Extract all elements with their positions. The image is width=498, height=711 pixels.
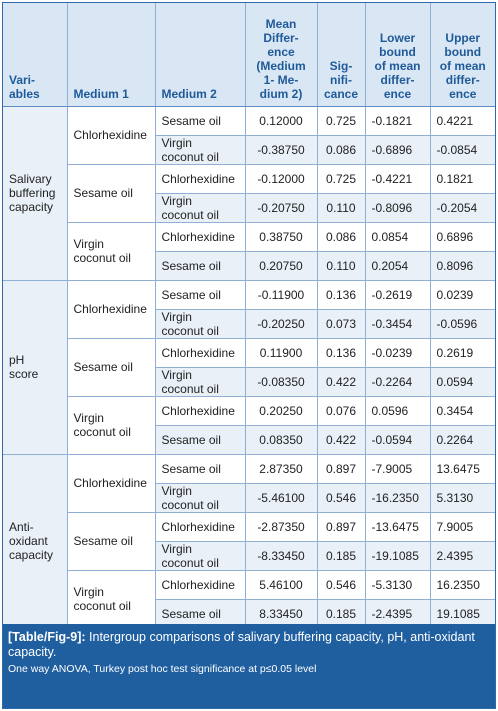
mean-difference-cell: 2.87350: [245, 454, 317, 483]
upper-bound-cell: 0.0239: [430, 280, 495, 309]
mean-difference-cell: -0.38750: [245, 135, 317, 164]
header-mean-difference: Mean Differ- ence (Medium 1- Me- dium 2): [245, 3, 317, 106]
mean-difference-cell: 0.20750: [245, 251, 317, 280]
mean-difference-cell: -8.33450: [245, 541, 317, 570]
significance-cell: 0.136: [317, 338, 365, 367]
significance-cell: 0.076: [317, 396, 365, 425]
lower-bound-cell: -0.2619: [365, 280, 430, 309]
medium-1-cell: Virgin coconut oil: [67, 570, 155, 628]
significance-cell: 0.086: [317, 222, 365, 251]
lower-bound-cell: -0.1821: [365, 106, 430, 135]
medium-2-cell: Virgin coconut oil: [155, 367, 245, 396]
mean-difference-cell: 0.08350: [245, 425, 317, 454]
medium-1-cell: Sesame oil: [67, 512, 155, 570]
lower-bound-cell: -0.0594: [365, 425, 430, 454]
table-row: [3, 396, 495, 425]
mean-difference-cell: -2.87350: [245, 512, 317, 541]
caption-text: Intergroup comparisons of salivary buffering capacity, pH, anti-oxidant capacity.: [8, 630, 475, 659]
upper-bound-cell: 0.1821: [430, 164, 495, 193]
mean-difference-cell: -0.08350: [245, 367, 317, 396]
significance-cell: 0.110: [317, 193, 365, 222]
medium-1-cell: Chlorhexidine: [67, 280, 155, 338]
caption-main: [8, 630, 488, 660]
lower-bound-cell: -7.9005: [365, 454, 430, 483]
significance-cell: 0.185: [317, 599, 365, 628]
table-row: [3, 222, 495, 251]
significance-cell: 0.185: [317, 541, 365, 570]
table-caption: [3, 624, 495, 708]
upper-bound-cell: 7.9005: [430, 512, 495, 541]
header-medium-2: Medium 2: [155, 3, 245, 106]
lower-bound-cell: -5.3130: [365, 570, 430, 599]
table-row: [3, 570, 495, 599]
lower-bound-cell: -0.2264: [365, 367, 430, 396]
medium-2-cell: Chlorhexidine: [155, 338, 245, 367]
table-row: [3, 106, 495, 135]
medium-1-cell: Virgin coconut oil: [67, 396, 155, 454]
mean-difference-cell: 0.11900: [245, 338, 317, 367]
mean-difference-cell: 0.12000: [245, 106, 317, 135]
header-variables: Vari- ables: [3, 3, 67, 106]
lower-bound-cell: -0.0239: [365, 338, 430, 367]
upper-bound-cell: 0.2264: [430, 425, 495, 454]
medium-2-cell: Virgin coconut oil: [155, 309, 245, 338]
table-row: [3, 338, 495, 367]
significance-cell: 0.073: [317, 309, 365, 338]
lower-bound-cell: -0.6896: [365, 135, 430, 164]
variable-cell: Salivary buffering capacity: [3, 106, 67, 280]
significance-cell: 0.086: [317, 135, 365, 164]
medium-2-cell: Virgin coconut oil: [155, 483, 245, 512]
upper-bound-cell: 13.6475: [430, 454, 495, 483]
lower-bound-cell: -0.4221: [365, 164, 430, 193]
mean-difference-cell: 0.38750: [245, 222, 317, 251]
upper-bound-cell: 5.3130: [430, 483, 495, 512]
significance-cell: 0.725: [317, 106, 365, 135]
upper-bound-cell: -0.2054: [430, 193, 495, 222]
lower-bound-cell: -0.3454: [365, 309, 430, 338]
significance-cell: 0.897: [317, 512, 365, 541]
medium-2-cell: Chlorhexidine: [155, 570, 245, 599]
caption-label: [Table/Fig-9]:: [8, 630, 86, 644]
header-upper-bound: Upper bound of mean differ- ence: [430, 3, 495, 106]
upper-bound-cell: 2.4395: [430, 541, 495, 570]
lower-bound-cell: 0.2054: [365, 251, 430, 280]
lower-bound-cell: -0.8096: [365, 193, 430, 222]
mean-difference-cell: 5.46100: [245, 570, 317, 599]
upper-bound-cell: -0.0854: [430, 135, 495, 164]
table-row: [3, 280, 495, 309]
medium-2-cell: Virgin coconut oil: [155, 193, 245, 222]
table-row: [3, 164, 495, 193]
medium-2-cell: Chlorhexidine: [155, 512, 245, 541]
upper-bound-cell: -0.0596: [430, 309, 495, 338]
mean-difference-cell: -0.12000: [245, 164, 317, 193]
upper-bound-cell: 0.4221: [430, 106, 495, 135]
comparison-table: [3, 3, 495, 629]
lower-bound-cell: -2.4395: [365, 599, 430, 628]
medium-2-cell: Sesame oil: [155, 599, 245, 628]
mean-difference-cell: -0.20250: [245, 309, 317, 338]
mean-difference-cell: 8.33450: [245, 599, 317, 628]
upper-bound-cell: 0.0594: [430, 367, 495, 396]
medium-2-cell: Sesame oil: [155, 454, 245, 483]
header-row: [3, 3, 495, 106]
table-row: [3, 454, 495, 483]
medium-2-cell: Virgin coconut oil: [155, 541, 245, 570]
upper-bound-cell: 16.2350: [430, 570, 495, 599]
upper-bound-cell: 0.8096: [430, 251, 495, 280]
lower-bound-cell: -13.6475: [365, 512, 430, 541]
significance-cell: 0.136: [317, 280, 365, 309]
medium-1-cell: Virgin coconut oil: [67, 222, 155, 280]
medium-2-cell: Chlorhexidine: [155, 164, 245, 193]
medium-1-cell: Sesame oil: [67, 164, 155, 222]
lower-bound-cell: 0.0596: [365, 396, 430, 425]
medium-2-cell: Sesame oil: [155, 425, 245, 454]
mean-difference-cell: 0.20250: [245, 396, 317, 425]
lower-bound-cell: -16.2350: [365, 483, 430, 512]
header-significance: Sig- nifi- cance: [317, 3, 365, 106]
variable-cell: pH score: [3, 280, 67, 454]
medium-2-cell: Sesame oil: [155, 280, 245, 309]
variable-cell: Anti- oxidant capacity: [3, 454, 67, 628]
lower-bound-cell: -19.1085: [365, 541, 430, 570]
mean-difference-cell: -0.20750: [245, 193, 317, 222]
significance-cell: 0.422: [317, 367, 365, 396]
upper-bound-cell: 0.3454: [430, 396, 495, 425]
table-row: [3, 512, 495, 541]
medium-2-cell: Chlorhexidine: [155, 222, 245, 251]
header-medium-1: Medium 1: [67, 3, 155, 106]
medium-2-cell: Virgin coconut oil: [155, 135, 245, 164]
medium-2-cell: Chlorhexidine: [155, 396, 245, 425]
table-body: [3, 106, 495, 628]
table-frame: [2, 2, 496, 709]
caption-note: One way ANOVA, Turkey post hoc test significance at p≤0.05 level: [8, 663, 317, 675]
upper-bound-cell: 0.6896: [430, 222, 495, 251]
significance-cell: 0.422: [317, 425, 365, 454]
significance-cell: 0.110: [317, 251, 365, 280]
medium-2-cell: Sesame oil: [155, 251, 245, 280]
medium-1-cell: Chlorhexidine: [67, 454, 155, 512]
significance-cell: 0.546: [317, 570, 365, 599]
medium-2-cell: Sesame oil: [155, 106, 245, 135]
upper-bound-cell: 19.1085: [430, 599, 495, 628]
medium-1-cell: Chlorhexidine: [67, 106, 155, 164]
significance-cell: 0.897: [317, 454, 365, 483]
header-lower-bound: Lower bound of mean differ- ence: [365, 3, 430, 106]
mean-difference-cell: -5.46100: [245, 483, 317, 512]
lower-bound-cell: 0.0854: [365, 222, 430, 251]
significance-cell: 0.725: [317, 164, 365, 193]
mean-difference-cell: -0.11900: [245, 280, 317, 309]
significance-cell: 0.546: [317, 483, 365, 512]
upper-bound-cell: 0.2619: [430, 338, 495, 367]
medium-1-cell: Sesame oil: [67, 338, 155, 396]
